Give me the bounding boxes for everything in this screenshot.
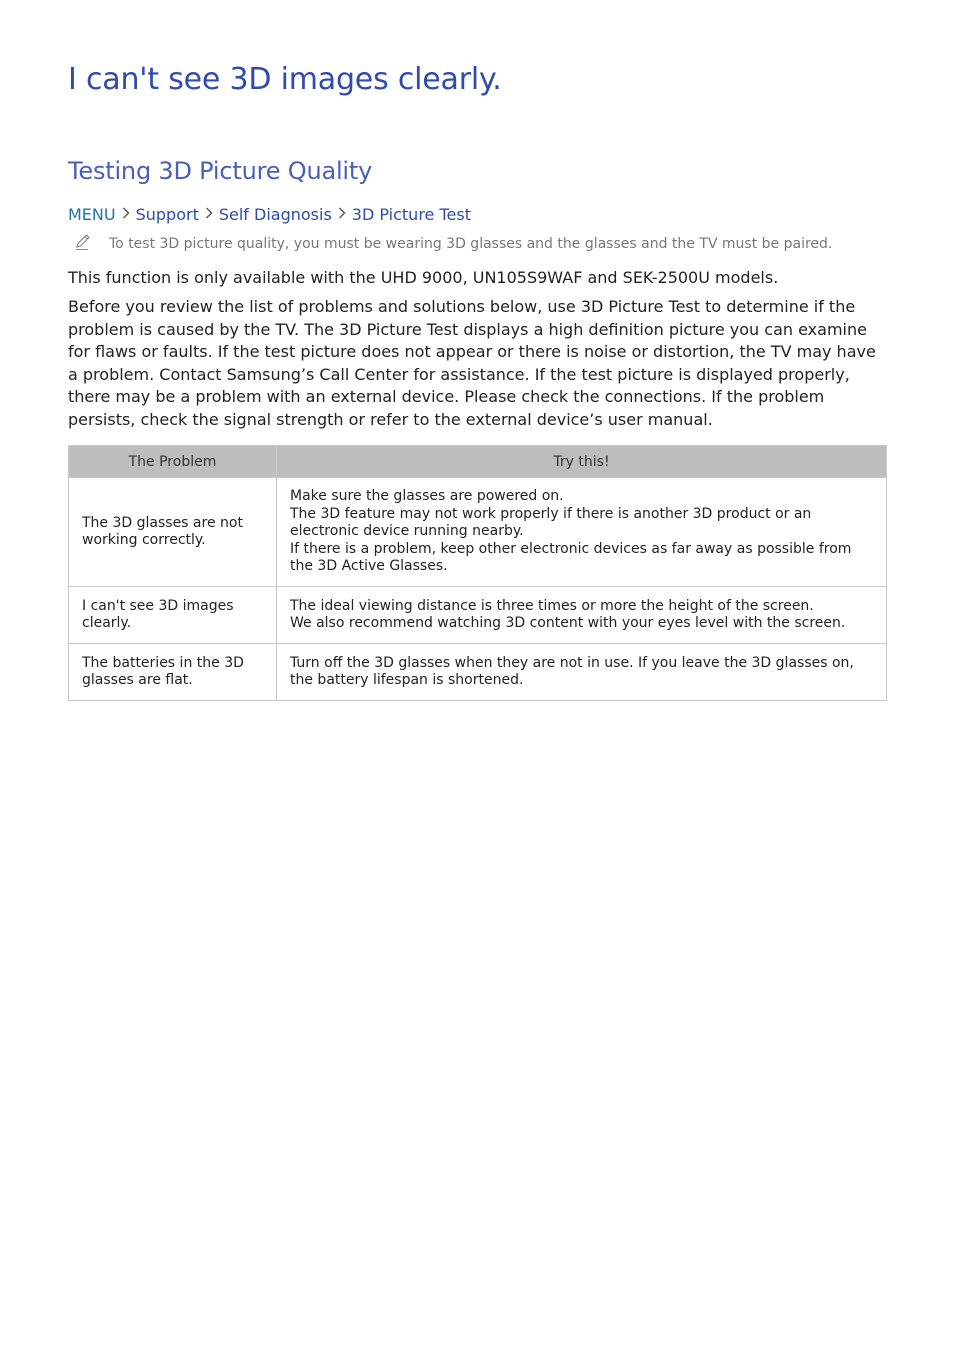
availability-paragraph: This function is only available with the UHD 9000, UN105S9WAF and SEK-2500U models.	[68, 268, 779, 287]
breadcrumb-separator	[338, 207, 346, 223]
intro-paragraph: Before you review the list of problems and solutions below, use 3D Picture Test to determine if the problem is caused by the TV. The 3D Picture Test displays a high definition picture you can examine for flaws or faults. If the test picture does not appear or there is noise or distortion, the TV may have a problem. Contact Samsung’s Call Center for assistance. If the test picture is displayed properly, there may be a problem with an external device. Please check the connections. If the problem persists, check the signal strength or refer to the external device’s user manual.	[68, 297, 876, 429]
solution-line: Turn off the 3D glasses when they are not in use. If you leave the 3D glasses on, the battery lifespan is shortened.	[290, 654, 854, 688]
problem-cell: I can't see 3D images clearly.	[69, 587, 277, 644]
pencil-icon	[74, 233, 92, 251]
troubleshooting-table	[68, 445, 887, 701]
header-problem: The Problem	[69, 446, 277, 478]
breadcrumb-item-support[interactable]: Support	[135, 205, 199, 224]
solution-cell	[277, 644, 887, 701]
solution-line: The ideal viewing distance is three times or more the height of the screen.	[290, 597, 814, 614]
table-row	[69, 587, 887, 644]
chevron-right-icon	[205, 207, 213, 219]
breadcrumb-menu[interactable]: MENU	[68, 205, 116, 224]
solution-line: If there is a problem, keep other electronic devices as far away as possible from the 3D Active Glasses.	[290, 540, 852, 575]
note-text: To test 3D picture quality, you must be wearing 3D glasses and the glasses and the TV must be paired.	[109, 236, 833, 252]
breadcrumb-item-3d-picture-test[interactable]: 3D Picture Test	[351, 205, 471, 224]
solution-line: Make sure the glasses are powered on.	[290, 488, 564, 505]
page-title: I can't see 3D images clearly.	[68, 62, 502, 97]
solution-cell	[277, 587, 887, 644]
breadcrumb-separator	[205, 207, 213, 223]
solution-line: The 3D feature may not work properly if there is another 3D product or an electronic device running nearby.	[290, 505, 812, 540]
solution-cell	[277, 478, 887, 587]
chevron-right-icon	[122, 207, 130, 219]
breadcrumb-separator	[122, 207, 130, 223]
header-solution: Try this!	[277, 446, 887, 478]
problem-cell: The 3D glasses are not working correctly.	[69, 478, 277, 587]
table-row	[69, 478, 887, 587]
breadcrumb-item-self-diagnosis[interactable]: Self Diagnosis	[218, 205, 332, 224]
table-header-row	[69, 446, 887, 478]
problem-cell: The batteries in the 3D glasses are flat.	[69, 644, 277, 701]
section-title: Testing 3D Picture Quality	[68, 157, 373, 185]
breadcrumb	[68, 205, 471, 224]
solution-line: We also recommend watching 3D content with your eyes level with the screen.	[290, 615, 846, 631]
chevron-right-icon	[338, 207, 346, 219]
table-row	[69, 644, 887, 701]
